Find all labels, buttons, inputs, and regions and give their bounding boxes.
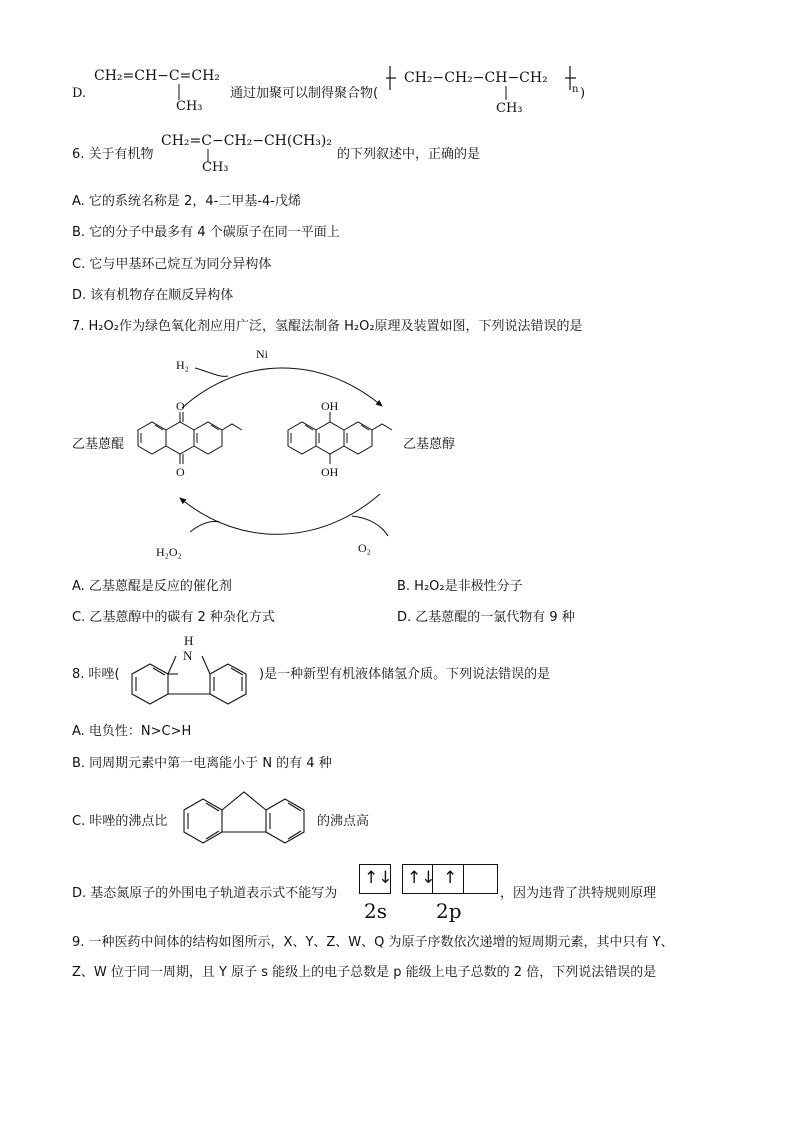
q8-option-c-suffix: 的沸点高 [317,814,370,829]
q8-stem-prefix: 8. 咔唑( [72,667,120,682]
q8-n-label: N [183,648,193,663]
q7-stem: 7. H₂O₂作为绿色氧化剂应用广泛，氢醌法制备 H₂O₂原理及装置如图，下列说法错误的是 [72,319,583,334]
q8-stem-suffix: )是一种新型有机液体储氢介质。下列说法错误的是 [259,667,551,682]
q7-o-bottom-label: O [176,465,185,479]
q7-ni-label: Ni [256,347,268,361]
q5-d-label: D. [72,86,87,101]
q9-line-2: Z、W 位于同一周期，且 Y 原子 s 能级上的电子总数是 p 能级上电子总数的 2 倍，下列说法错误的是 [72,965,657,980]
q8-orbital-2p-arrows-1: ↑↓ [407,868,436,888]
q7-right-name: 乙基蒽醇 [403,437,456,452]
q9-line-1: 9. 一种医药中间体的结构如图所示，X、Y、Z、W、Q 为原子序数依次递增的短周期元素，其中只有 Y、 [72,935,674,950]
q8-carbazole-structure [120,632,260,708]
q7-oh-bottom-label: OH [321,465,339,479]
q6-option-b: B. 它的分子中最多有 4 个碳原子在同一平面上 [72,225,340,240]
q6-option-c: C. 它与甲基环己烷互为同分异构体 [72,257,272,272]
q8-orbital-2s-arrows: ↑↓ [364,868,393,888]
q6-formula-methyl: CH₃ [202,160,229,175]
q8-orbital-2p-box [402,864,498,894]
q5-d-text: 通过加聚可以制得聚合物( [230,86,379,101]
q8-orbital-2s-box [359,864,391,894]
q5-polymer-methyl: CH₃ [496,101,523,116]
q7-o2-label: O₂ [358,541,371,555]
q5-polymer-n: n [572,84,579,95]
q5-monomer-formula: CH₂=CH−C=CH₂ [94,68,220,84]
q6-option-a: A. 它的系统名称是 2，4-二甲基-4-戊烯 [72,194,301,209]
q6-stem-suffix: 的下列叙述中，正确的是 [337,147,481,162]
q8-option-c-prefix: C. 咔唑的沸点比 [72,814,168,829]
q7-option-b: B. H₂O₂是非极性分子 [397,579,523,594]
q8-orbital-2s-label: 2s [364,899,387,923]
q8-fluorene-structure [176,778,316,856]
q6-stem-prefix: 6. 关于有机物 [72,147,154,162]
q7-h2o2-label: H₂O₂ [156,545,182,559]
q7-o-top-label: O [176,399,185,413]
q5-monomer-methyl: CH₃ [176,99,203,114]
q8-option-d-suffix: ，因为违背了洪特规则原理 [500,886,657,901]
q5-polymer-close: ) [580,86,586,101]
q7-option-a: A. 乙基蒽醌是反应的催化剂 [72,579,232,594]
q7-option-d: D. 乙基蒽醌的一氯代物有 9 种 [397,610,575,625]
q7-oh-top-label: OH [321,399,339,413]
q8-option-a: A. 电负性：N>C>H [72,724,192,739]
q5-polymer-chain: CH₂−CH₂−CH−CH₂ [404,70,548,86]
q8-orbital-2p-arrows-2: ↑ [443,868,458,888]
q6-option-d: D. 该有机物存在顺反异构体 [72,288,234,303]
q7-reaction-diagram [70,346,490,570]
q8-option-d-prefix: D. 基态氮原子的外围电子轨道表示式不能写为 [72,886,338,901]
q7-ethylanthrahydroquinone-structure [288,412,392,464]
q7-option-c: C. 乙基蒽醇中的碳有 2 种杂化方式 [72,610,275,625]
q7-left-name: 乙基蒽醌 [72,437,125,452]
q8-orbital-2p-label: 2p [436,899,462,923]
q7-ethylanthraquinone-structure [138,412,242,464]
q6-formula: CH₂=C−CH₂−CH(CH₃)₂ [161,133,332,149]
q8-h-label: H [184,633,194,648]
q7-h2-label: H₂ [176,358,189,372]
q8-option-b: B. 同周期元素中第一电离能小于 N 的有 4 种 [72,756,332,771]
